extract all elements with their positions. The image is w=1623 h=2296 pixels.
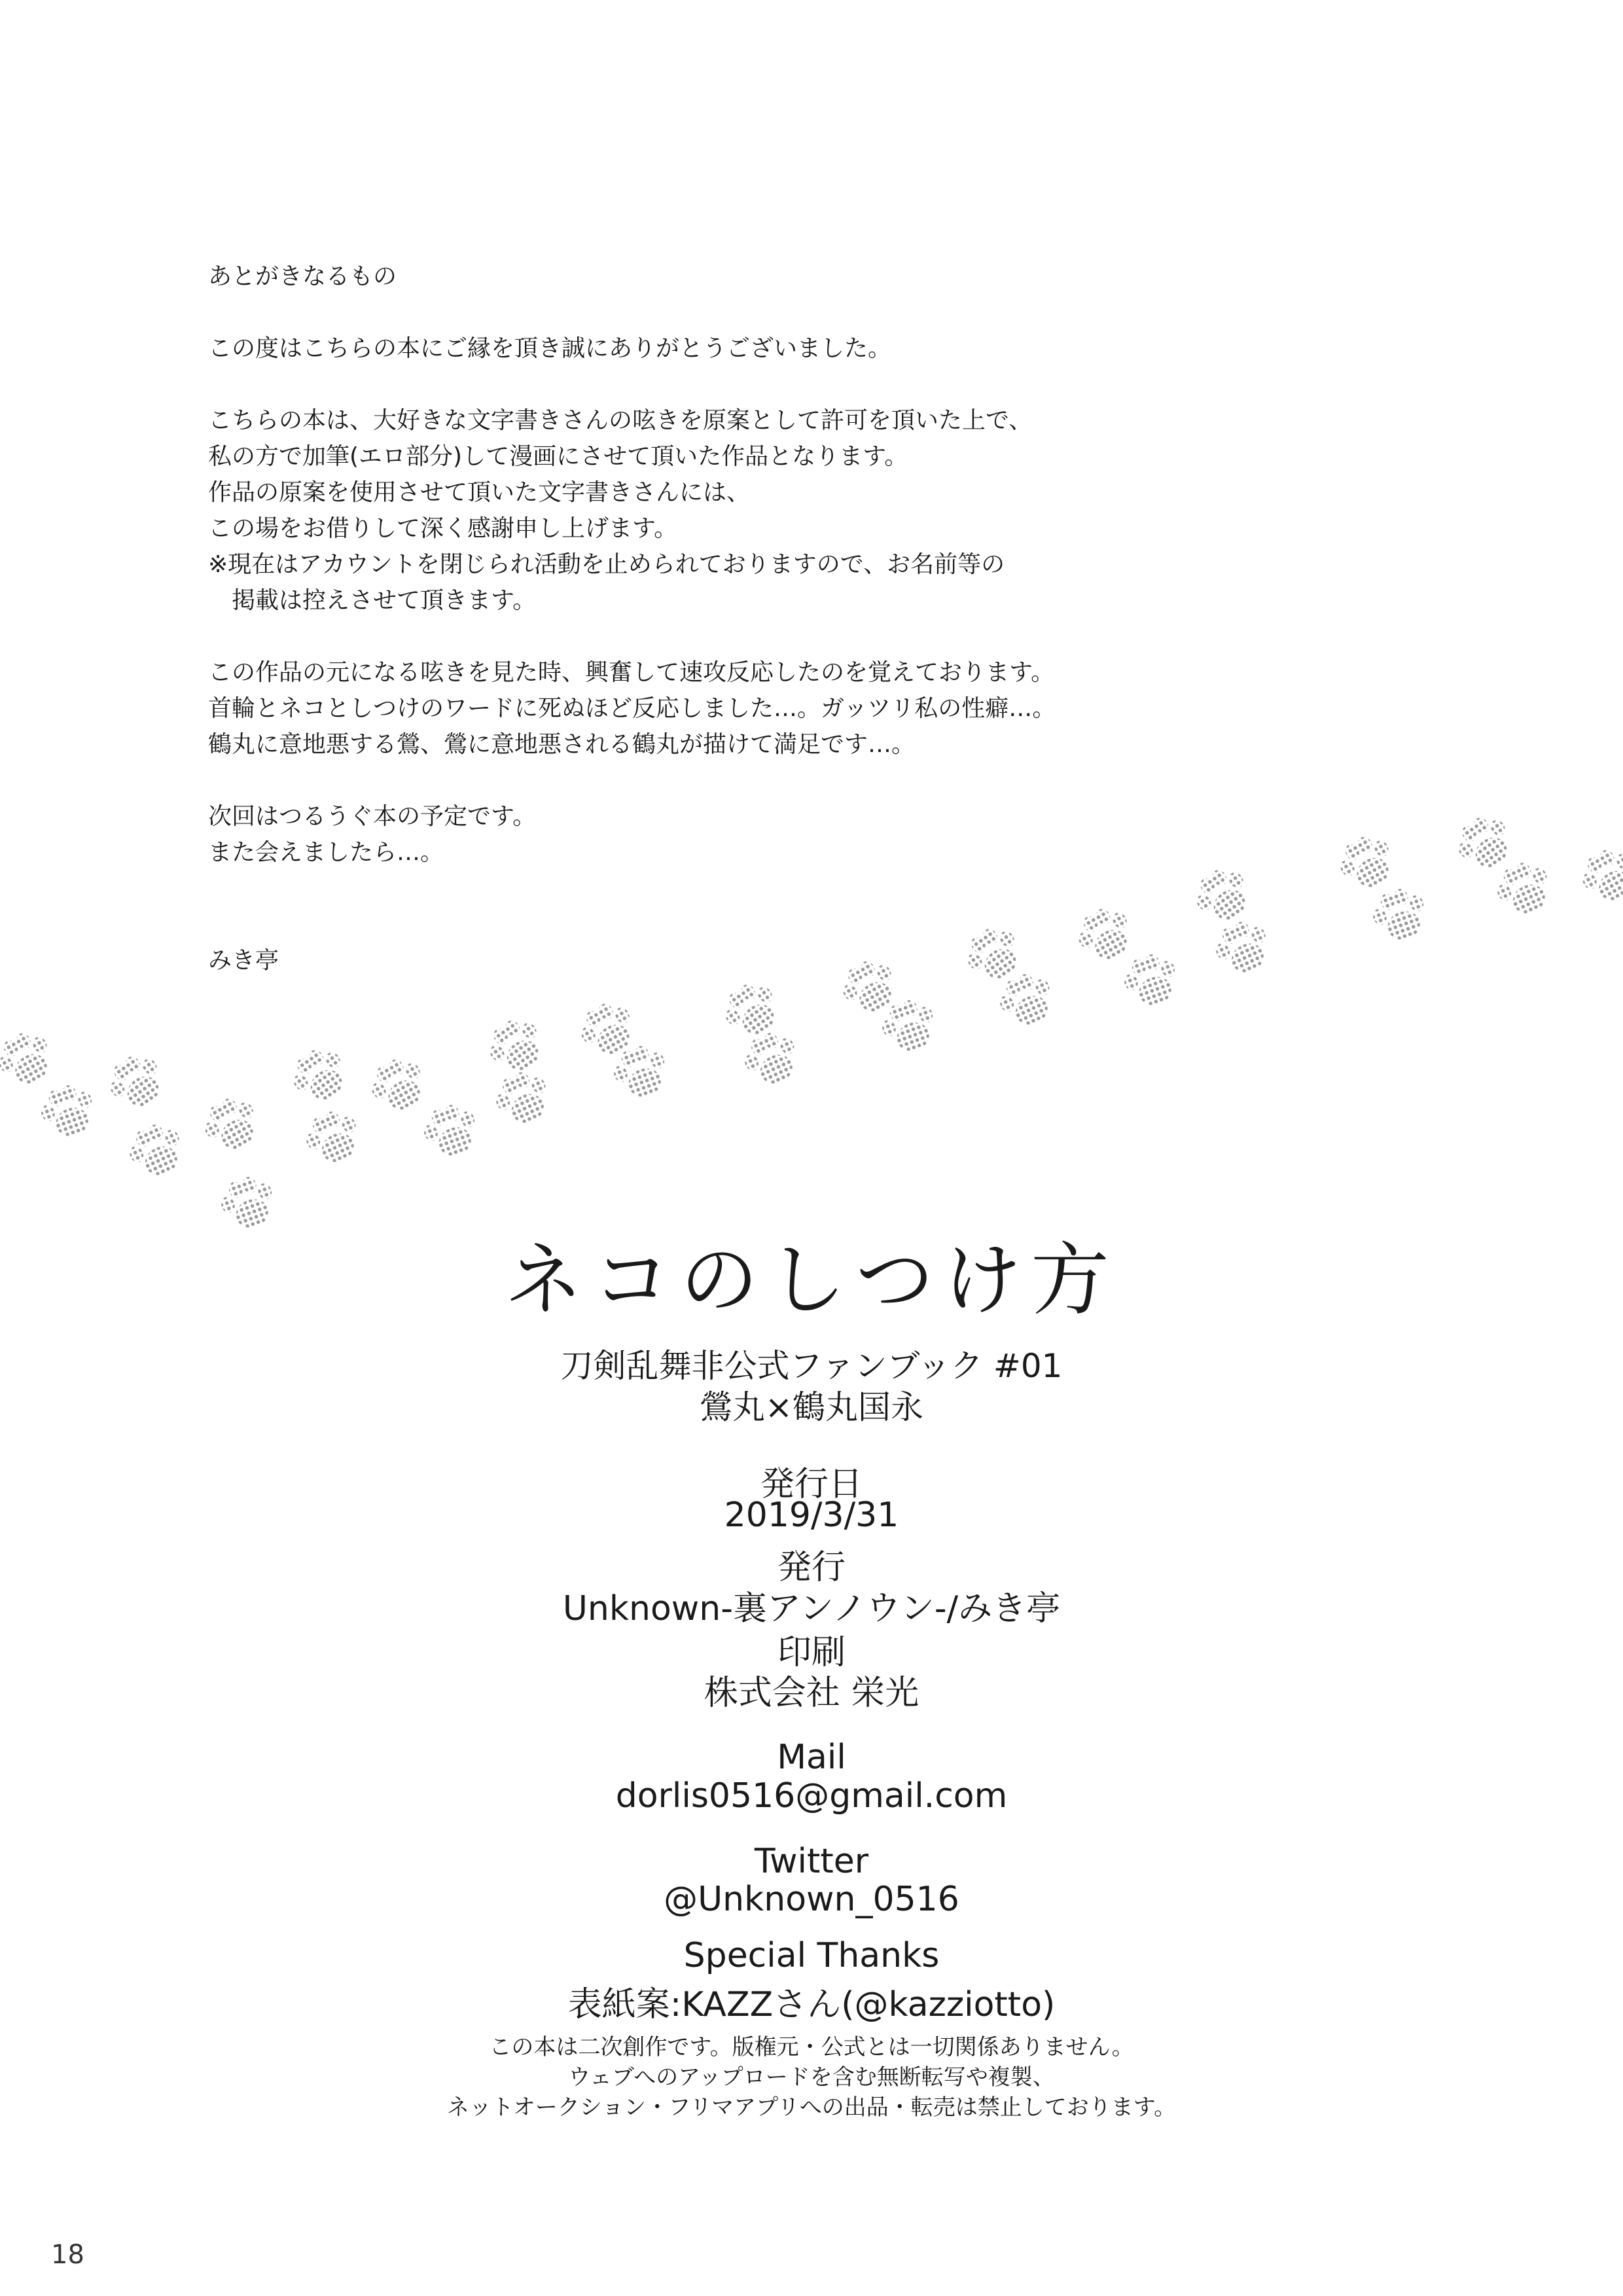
afterword-heading: あとがきなるもの [208, 263, 397, 290]
paw-print-icon [1490, 855, 1559, 923]
afterword-thanks: この度はこちらの本にご縁を頂き誠にありがとうございました。 [208, 335, 892, 362]
paw-print-icon [876, 994, 942, 1059]
paw-print-icon [608, 1040, 674, 1105]
paw-print-icon [418, 1099, 484, 1164]
paw-print-icon [101, 1047, 172, 1117]
paw-print-icon [0, 1024, 61, 1094]
special-thanks-label: Special Thanks [683, 1936, 940, 1975]
paw-print-icon [363, 1050, 433, 1120]
afterword-line: 次回はつるうぐ本の予定です。 [208, 803, 537, 830]
paw-print-icon [122, 1117, 191, 1185]
afterword-line: また会えましたら…。 [208, 839, 444, 866]
book-title: ネコのしつけ方 [505, 1235, 1118, 1326]
date-label: 発行日 [760, 1465, 863, 1504]
afterword [208, 259, 1484, 978]
afterword-line: この作品の元になる呟きを見た時、興奮して速攻反応したのを覚えております。 [208, 659, 1055, 686]
afterword-line: 私の方で加筆(エロ部分)して漫画にさせて頂いた作品となります。 [208, 443, 908, 470]
afterword-line: 鶴丸に意地悪する鶯、鶯に意地悪される鶴丸が描けて満足です…。 [208, 731, 916, 758]
paw-print-icon [284, 1040, 355, 1111]
pairing: 鶯丸×鶴丸国永 [700, 1388, 923, 1426]
paw-print-icon [35, 1079, 101, 1144]
twitter-handle[interactable]: @Unknown_0516 [664, 1880, 959, 1919]
mail-label: Mail [777, 1738, 846, 1777]
paw-print-icon [480, 1011, 552, 1081]
paw-print-icon [573, 995, 643, 1064]
notice-line: この本は二次創作です。版権元・公式とは一切関係ありません。 [489, 2034, 1134, 2060]
mail-address[interactable]: dorlis0516@gmail.com [615, 1776, 1008, 1816]
twitter-label: Twitter [754, 1842, 869, 1881]
paw-print-icon [489, 1065, 558, 1132]
afterword-line: 掲載は控えさせて頂きます。 [232, 587, 537, 614]
notice-line: ウェブへのアップロードを含む無断転写や複製、 [568, 2064, 1055, 2090]
paw-print-icon [299, 1104, 368, 1172]
afterword-line: こちらの本は、大好きな文字書きさんの呟きを原案として許可を頂いた上で、 [208, 407, 1033, 434]
publisher-label: 発行 [777, 1548, 846, 1587]
paw-print-icon [716, 975, 787, 1045]
printer-label: 印刷 [777, 1633, 846, 1672]
printer: 株式会社 栄光 [704, 1674, 919, 1713]
afterword-line: 首輪とネコとしつけのワードに死ぬほど反応しました…。ガッツリ私の性癖…。 [208, 695, 1056, 722]
publisher: Unknown-裏アンノウン-/みき亭 [562, 1589, 1061, 1628]
notice-line: ネットオークション・フリマアプリへの出品・転売は禁止しております。 [446, 2094, 1177, 2121]
publish-date: 2019/3/31 [724, 1496, 899, 1535]
paw-print-icon [1574, 841, 1623, 910]
afterword-line: 作品の原案を使用させて頂いた文字書きさんには、 [208, 479, 751, 506]
afterword-line: ※現在はアカウントを閉じられ活動を止められておりますので、お名前等の [208, 551, 1005, 578]
book-subtitle: 刀剣乱舞非公式ファンブック #01 [560, 1347, 1063, 1385]
afterword-signature: みき亭 [208, 947, 279, 974]
paw-print-icon [196, 1090, 266, 1159]
afterword-line: この場をお借りして深く感謝申し上げます。 [208, 515, 678, 542]
special-thanks: 表紙案:KAZZさん(@kazziotto) [567, 1985, 1056, 2024]
page-number: 18 [51, 2240, 84, 2270]
paw-print-icon [738, 1026, 806, 1093]
